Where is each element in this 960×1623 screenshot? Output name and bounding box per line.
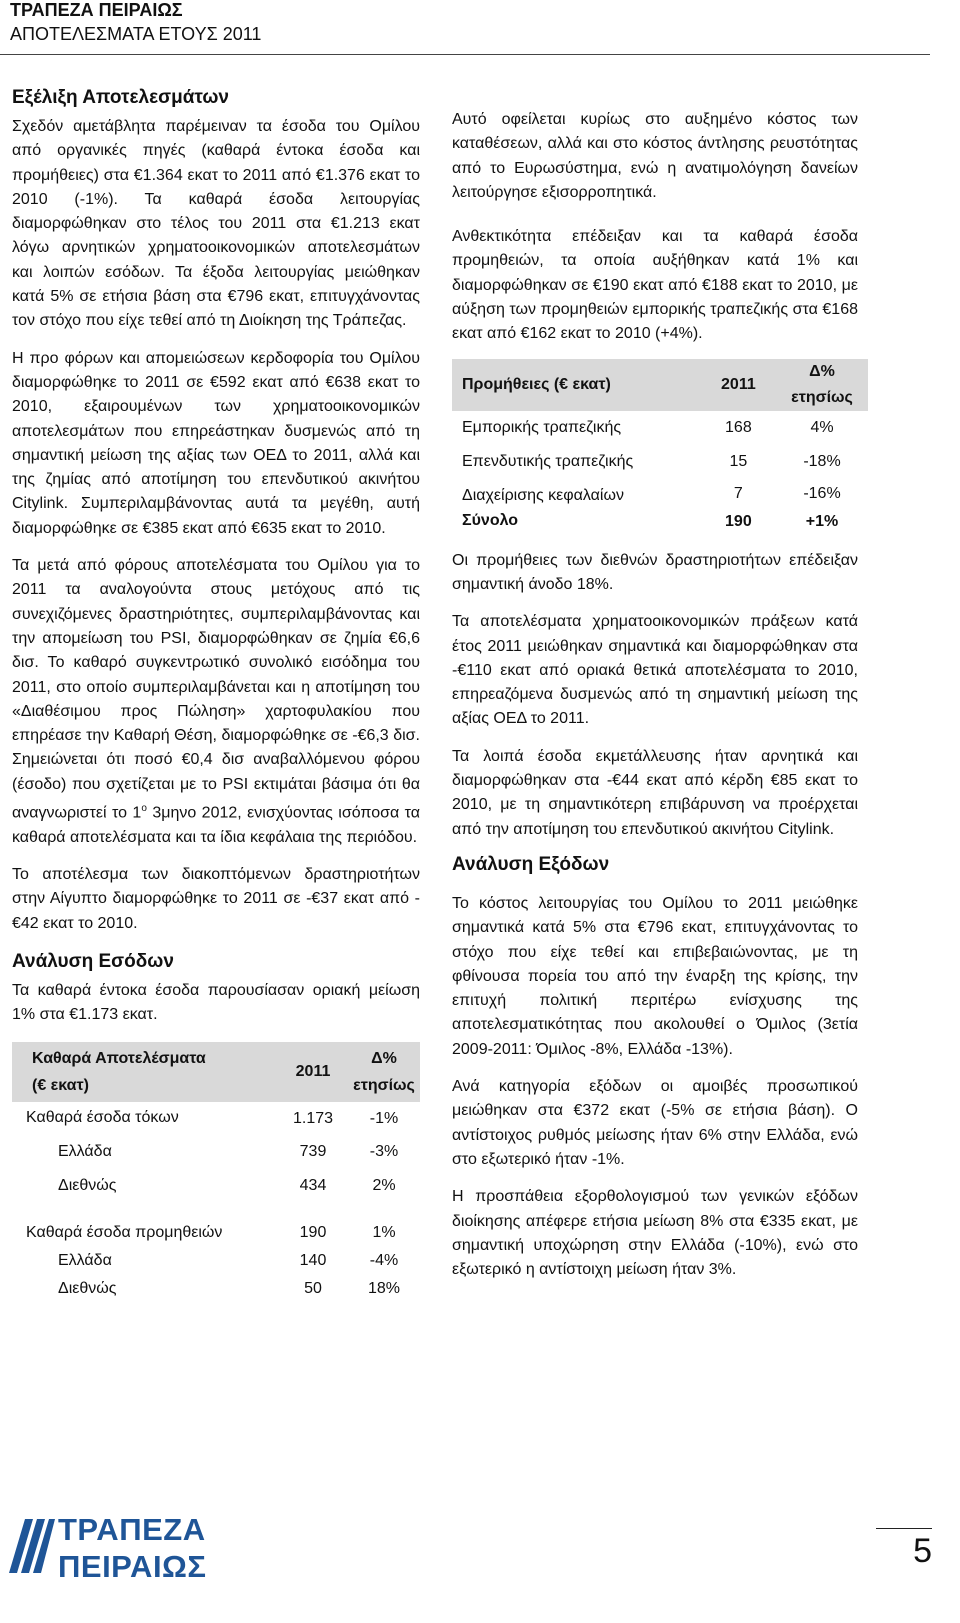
page-header [10,0,261,46]
paragraph: Τα αποτελέσματα χρηματοοικονομικών πράξεων κατά έτος 2011 μειώθηκαν σημαντικά και διαμορφώθηκαν στα -€110 εκατ από οριακά θετικά αποτελέσματα το 2010, επηρεαζόμενα δυσμενώς από τη σημαντική μείωση της αξίας ΟΕΔ το 2011. [452,613,858,728]
page-number: 5 [876,1528,932,1571]
table-row: Διεθνώς 50 18% [58,1280,401,1298]
piraeus-logo: ΤΡΑΠΕΖΑ ΠΕΙΡΑΙΩΣ [3,1507,183,1593]
table-row: Ελλάδα 140 -4% [58,1252,399,1270]
paragraph: Το αποτέλεσμα των διακοπτόμενων δραστηριοτήτων στην Αίγυπτο διαμορφώθηκε το 2011 σε -€37 εκατ από -€42 εκατ το 2010. [12,865,420,932]
table-total-row: Σύνολο 190 +1% [462,511,839,530]
paragraph: Σχεδόν αμετάβλητα παρέμειναν τα έσοδα του Ομίλου από οργανικές πηγές (καθαρά έντοκα έσοδα και προμήθειες) στα €1.364 εκατ το 2011 από €1.376 εκατ το 2010 (-1%). Τα καθαρά έσοδα λειτουργίας διαμορφώθηκαν στο τέλος του 2011 στα €1.213 εκατ λόγω αρνητικών χρηματοοικονομικών αποτελεσμάτων και λοιπών εσόδων. Τα έξοδα λειτουργίας μειώθηκαν κατά 5% σε ετήσια βάση στα €796 εκατ, επιτυγχάνοντας τον στόχο που είχε τεθεί από τη Διοίκηση της Τράπεζας. [12,118,420,330]
paragraph: Τα μετά από φόρους αποτελέσματα του Ομίλου για το 2011 τα αναλογούντα στους μετόχους από τις συνεχιζόμενες δραστηριότητες, συμπεριλαμβάνοντας και την απομείωση του PSI, διαμορφώθηκαν σε ζημία €6,6 δισ. Το καθαρό συγκεντρωτικό συνολικό εισόδημα του 2011, στο οποίο συμπεριλαμβάνεται και η αποτίμηση του «Διαθέσιμου προς Πώληση» χαρτοφυλακίου που επηρέασε την Καθαρή Θέση, διαμορφώθηκε σε -€6,3 δισ. Σημειώνεται ότι ποσό €0,4 δισ αναβαλλόμενου φόρου (έσοδο) που σχετίζεται με το PSI εκτιμάται βάσιμα ότι θα αναγνωριστεί το $1^o$ 3μηνο 2012, ενισχύοντας ισόποσα τα καθαρά αποτελέσματα και τα ίδια κεφάλαια της περιόδου. [12,557,420,846]
bank-name: ΤΡΑΠΕΖΑ ΠΕΙΡΑΙΩΣ [10,0,183,20]
right-column [452,108,858,1282]
table-header-row: Καθαρά Αποτελέσματα (€ εκατ) 2011 Δ% ετησίως [12,1042,420,1102]
heading-results-evolution: Εξέλιξη Αποτελεσμάτων [12,87,229,108]
heading-income-analysis: Ανάλυση Εσόδων [12,950,174,972]
header-divider [0,54,930,55]
logo-mark-icon [3,1515,55,1575]
commissions-table [452,359,868,535]
table-row: Καθαρά έσοδα τόκων 1.173 -1% [26,1109,399,1127]
paragraph: Η προσπάθεια εξορθολογισμού των γενικών εξόδων διοίκησης απέφερε ετήσια μείωση 8% στα €335 εκατ, με σημαντική υποχώρηση στην Ελλάδα (-10%), ενώ στο εξωτερικό η αντίστοιχη μείωση ήταν 3%. [452,1188,858,1279]
report-subtitle: ΑΠΟΤΕΛΕΣΜΑΤΑ ΕΤΟΥΣ 2011 [10,24,262,44]
paragraph: Τα καθαρά έντοκα έσοδα παρουσίασαν οριακή μείωση 1% στα €1.173 εκατ. [12,981,420,1024]
net-results-table [12,1042,420,1303]
paragraph: Ανθεκτικότητα επέδειξαν και τα καθαρά έσοδα προμηθειών, τα οποία αυξήθηκαν κατά 1% και διαμορφώθηκαν σε €190 εκατ από €188 εκατ το 2010, με αύξηση των προμηθειών εμπορικής τραπεζικής στα €168 εκατ από €162 εκατ το 2010 (+4%). [452,228,858,343]
table-row: Επενδυτικής τραπεζικής 15 -18% [462,452,841,470]
table-row: Καθαρά έσοδα προμηθειών 190 1% [26,1224,396,1242]
table-row: Διαχείρισης κεφαλαίων 7 -16% [462,484,841,504]
paragraph: Αυτό οφείλεται κυρίως στο αυξημένο κόστος των καταθέσεων, αλλά και στο κόστος άντλησης ρευστότητας από το Ευρωσύστημα, ενώ η ανατιμολόγηση δανείων λειτούργησε εξισορροπητικά. [452,111,858,201]
left-column [12,85,420,1303]
paragraph: Η προ φόρων και απομειώσεων κερδοφορία του Ομίλου διαμορφώθηκε το 2011 σε €592 εκατ από €638 εκατ το 2010, εξαιρουμένων των χρηματοοικονομικών αποτελεσμάτων που επηρεάστηκαν δυσμενώς από τη σημαντική μείωση της αξίας των ΟΕΔ το 2011, αλλά και της ζημίας από αποτίμηση του επενδυτικού ακινήτου Citylink. Συμπεριλαμβάνοντας αυτά τα μεγέθη, αυτή διαμορφώθηκε σε €385 εκατ από €635 εκατ το 2010. [12,349,420,537]
table-row: Ελλάδα 739 -3% [58,1143,399,1161]
paragraph: Οι προμήθειες των διεθνών δραστηριοτήτων επέδειξαν σημαντική άνοδο 18%. [452,551,858,593]
paragraph: Τα λοιπά έσοδα εκμετάλλευσης ήταν αρνητικά και διαμορφώθηκαν στα -€44 εκατ από κέρδη €85 εκατ το 2010, με τη σημαντικότερη επιβάρυνση να προέρχεται από την αποτίμηση του επενδυτικού ακινήτου Citylink. [452,747,858,838]
paragraph: Το κόστος λειτουργίας του Ομίλου το 2011 μειώθηκε σημαντικά κατά 5% στα €796 εκατ, επιτυγχάνοντας το στόχο που είχε τεθεί και επιβεβαιώνοντας, με τη φθίνουσα πορεία του από την έναρξη της κρίσης, την επιτυχή πολιτική περιτέρω ενίσχυσης της αποτελεσματικότητας που ακολουθεί ο Όμιλος (3ετία 2009-2011: Όμιλος -8%, Ελλάδα -13%). [452,894,858,1058]
paragraph: Ανά κατηγορία εξόδων οι αμοιβές προσωπικού μειώθηκαν στα €372 εκατ (-5% σε ετήσια βάση). Ο αντίστοιχος ρυθμός μείωσης ήταν 6% στην Ελλάδα, ενώ στο εξωτερικό ήταν -1%. [452,1078,858,1168]
table-row: Εμπορικής τραπεζικής 168 4% [462,418,834,436]
table-header-row: Προμήθειες (€ εκατ) 2011 Δ% ετησίως [452,359,868,411]
heading-expense-analysis: Ανάλυση Εξόδων [452,853,610,875]
table-row: Διεθνώς 434 2% [58,1177,396,1195]
